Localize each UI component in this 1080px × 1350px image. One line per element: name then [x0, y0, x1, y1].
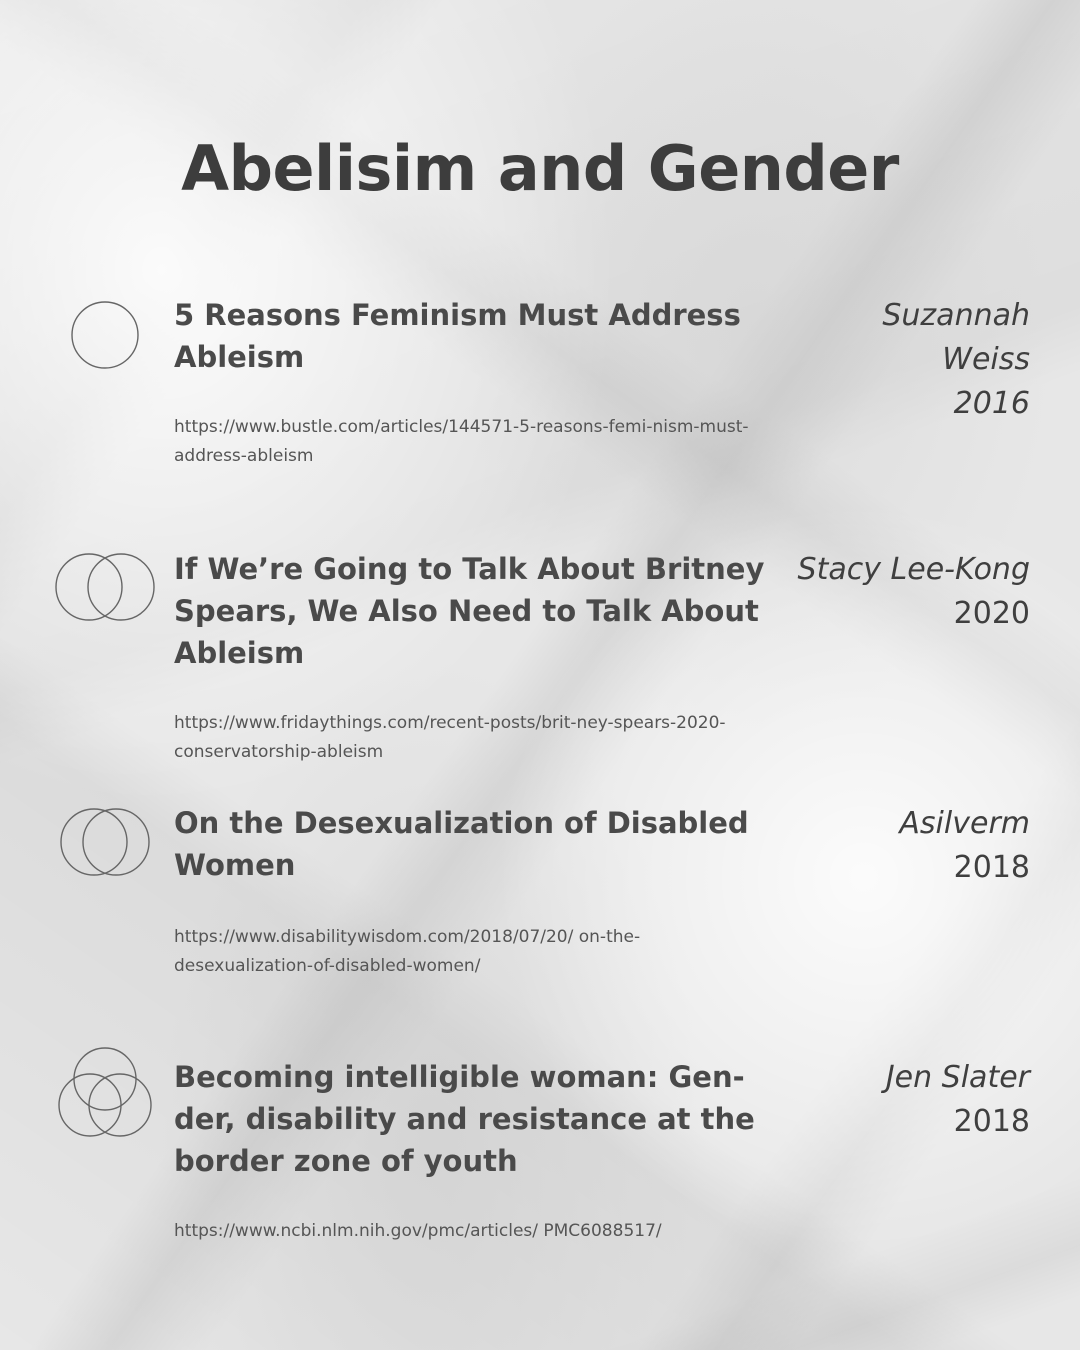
reference-meta — [790, 294, 1030, 426]
two-circles-overlap-icon — [52, 800, 158, 900]
reference-url[interactable]: https://www.ncbi.nlm.nih.gov/pmc/articles/ PMC6088517/ — [174, 1221, 662, 1241]
reference-title: Becoming intelligible woman: Gen-der, disability and resistance at the border zone of youth — [174, 1060, 755, 1178]
reference-year: 2016 — [953, 386, 1030, 421]
single-circle-icon — [52, 294, 158, 394]
reference-meta — [790, 1056, 1030, 1144]
page-title: Abelisim and Gender — [181, 132, 899, 205]
reference-title: 5 Reasons Feminism Must Address Ableism — [174, 298, 741, 374]
three-circles-icon — [52, 1042, 158, 1142]
reference-author: Asilverm — [899, 806, 1030, 841]
reference-url[interactable]: https://www.fridaythings.com/recent-posts/brit-ney-spears-2020-conservatorship-ableism — [174, 713, 726, 762]
reference-title: On the Desexualization of Disabled Women — [174, 806, 749, 882]
reference-year: 2018 — [953, 1104, 1030, 1139]
reference-url[interactable]: https://www.bustle.com/articles/144571-5-reasons-femi-nism-must-address-ableism — [174, 417, 749, 466]
reference-author: Suzannah Weiss — [882, 298, 1030, 377]
reference-title: If We’re Going to Talk About Britney Spears, We Also Need to Talk About Ableism — [174, 552, 765, 670]
reference-meta — [790, 548, 1030, 636]
reference-author: Jen Slater — [885, 1060, 1030, 1095]
reference-author: Stacy Lee-Kong — [797, 552, 1030, 587]
reference-year: 2020 — [953, 596, 1030, 631]
reference-url[interactable]: https://www.disabilitywisdom.com/2018/07/20/ on-the-desexualization-of-disabled-women/ — [174, 927, 641, 976]
reference-year: 2018 — [953, 850, 1030, 885]
two-circles-wide-icon — [52, 545, 158, 645]
reference-meta — [790, 802, 1030, 890]
